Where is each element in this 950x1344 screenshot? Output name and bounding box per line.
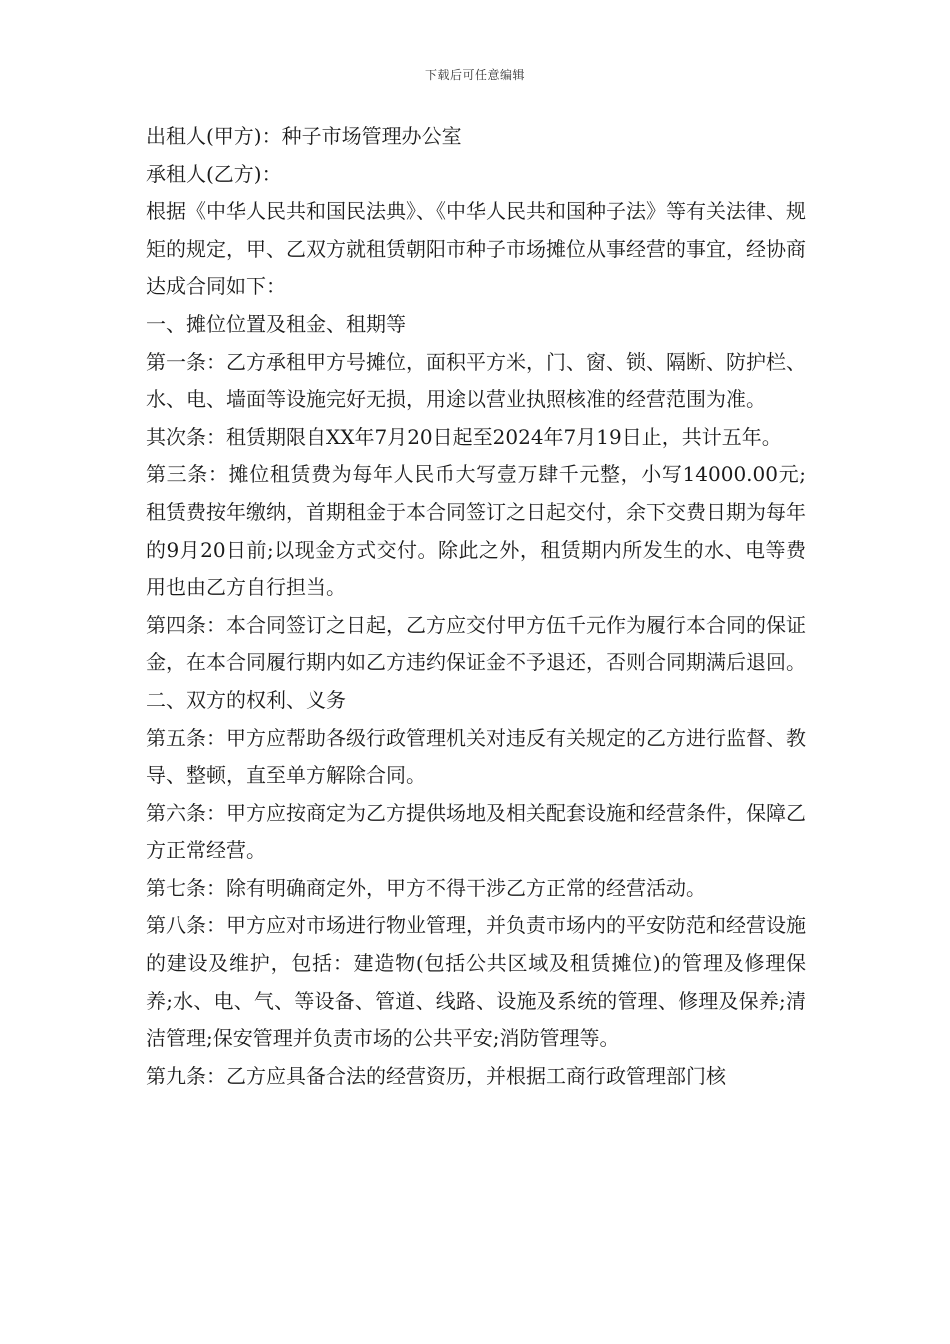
page-header: 下载后可任意编辑 bbox=[424, 68, 525, 82]
lessee-line: 承租人(乙方)： bbox=[146, 161, 282, 186]
article-1: 第一条：乙方承租甲方号摊位，面积平方米，门、窗、锁、隔断、防护栏、水、电、墙面等设施完好无损，用途以营业执照核准的经营范围为准。 bbox=[146, 349, 806, 412]
article-7: 第七条：除有明确商定外，甲方不得干涉乙方正常的经营活动。 bbox=[146, 875, 706, 900]
section-heading-1: 一、摊位位置及租金、租期等 bbox=[146, 311, 406, 336]
lessor-line: 出租人(甲方)：种子市场管理办公室 bbox=[146, 124, 462, 148]
section-heading-2: 二、双方的权利、义务 bbox=[146, 687, 346, 712]
article-3: 第三条：摊位租赁费为每年人民币大写壹万肆千元整，小写14000.00元;租赁费按年缴纳，首期租金于本合同签订之日起交付，余下交费日期为每年的9月20日前;以现金方式交付。除此之外，租赁期内所发生的水、电等费用也由乙方自行担当。 bbox=[146, 462, 806, 600]
article-8: 第八条：甲方应对市场进行物业管理，并负责市场内的平安防范和经营设施的建设及维护，包括：建造物(包括公共区域及租赁摊位)的管理及修理保养;水、电、气、等设备、管道、线路、设施及系统的管理、修理及保养;清洁管理;保安管理并负责市场的公共平安;消防管理等。 bbox=[146, 913, 806, 1051]
article-9: 第九条：乙方应具备合法的经营资历，并根据工商行政管理部门核 bbox=[146, 1063, 726, 1088]
preamble-paragraph: 根据《中华人民共和国民法典》、《中华人民共和国种子法》等有关法律、规矩的规定，甲、乙双方就租赁朝阳市种子市场摊位从事经营的事宜，经协商达成合同如下： bbox=[146, 199, 806, 299]
article-6: 第六条：甲方应按商定为乙方提供场地及相关配套设施和经营条件，保障乙方正常经营。 bbox=[146, 800, 806, 863]
article-5: 第五条：甲方应帮助各级行政管理机关对违反有关规定的乙方进行监督、教导、整顿，直至单方解除合同。 bbox=[146, 725, 806, 788]
document-body bbox=[146, 118, 806, 1095]
article-2: 其次条：租赁期限自XX年7月20日起至2024年7月19日止，共计五年。 bbox=[146, 424, 782, 449]
article-4: 第四条：本合同签订之日起，乙方应交付甲方伍千元作为履行本合同的保证金，在本合同履行期内如乙方违约保证金不予退还，否则合同期满后退回。 bbox=[146, 612, 806, 675]
